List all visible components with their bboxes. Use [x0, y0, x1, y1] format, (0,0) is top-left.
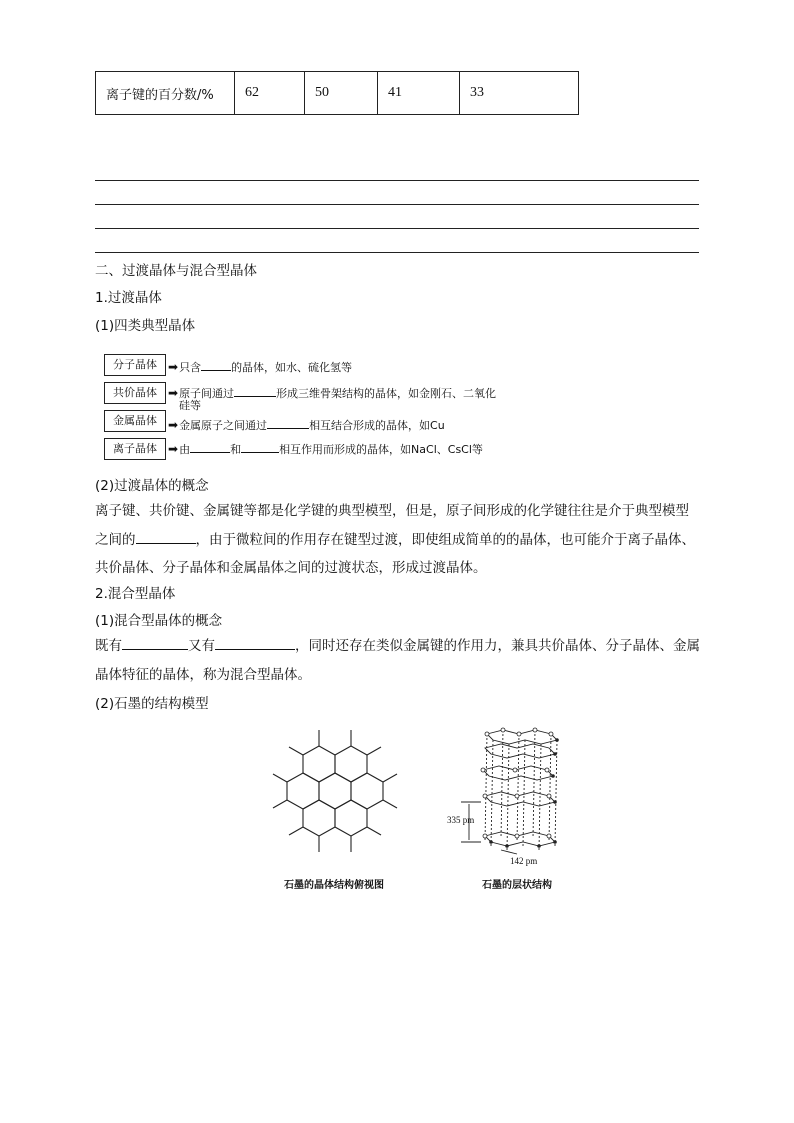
graphite-layer-diagram	[445, 726, 575, 872]
section-heading: 二、过渡晶体与混合型晶体	[95, 263, 257, 279]
graphite-layer	[483, 766, 553, 780]
crystal-type-box: 离子晶体	[104, 438, 166, 460]
fill-blank[interactable]	[201, 359, 231, 371]
paragraph: 离子键、共价键、金属键等都是化学键的典型模型，但是，原子间形成的化学键往往是介于典型模型之间的 ，由于微粒间的作用存在键型过渡，即使组成简单的的晶体，也可能介于离子晶体、共价晶体、分子晶体和金属晶体之间的过渡状态，形成过渡晶体。	[95, 503, 695, 576]
arrow-right-icon: ➡	[168, 418, 179, 432]
dimension-label-142: 142 pm	[510, 856, 538, 866]
crystal-type-box: 分子晶体	[104, 354, 166, 376]
crystal-type-desc: ➡由 和 相互作用而形成的晶体，如NaCl、CsCl等	[168, 442, 483, 456]
crystal-type-desc: ➡金属原子之间通过 相互结合形成的晶体，如Cu	[168, 418, 445, 432]
fill-blank[interactable]	[267, 417, 309, 429]
graphite-layer	[485, 792, 555, 806]
table-row-label: 离子键的百分数/%	[96, 72, 235, 115]
answer-line	[95, 252, 699, 253]
fill-blank[interactable]	[136, 529, 196, 544]
crystal-type-box: 共价晶体	[104, 382, 166, 404]
arrow-right-icon: ➡	[168, 360, 179, 374]
graphite-layer	[485, 832, 555, 846]
paragraph: 既有 又有 ，同时还存在类似金属键的作用力，兼具共价晶体、分子晶体、金属晶体特征的晶体，称为混合型晶体。	[95, 632, 701, 689]
fill-blank[interactable]	[234, 385, 276, 397]
subsection-heading: 2.混合型晶体	[95, 586, 176, 602]
arrow-right-icon: ➡	[168, 442, 179, 456]
table-cell: 62	[235, 72, 305, 115]
subsection-heading: (1)混合型晶体的概念	[95, 613, 223, 629]
subsection-heading: (2)石墨的结构模型	[95, 696, 209, 712]
arrow-right-icon: ➡	[168, 386, 179, 400]
figure-caption: 石墨的晶体结构俯视图	[284, 880, 384, 891]
fill-blank[interactable]	[215, 635, 295, 650]
crystal-type-desc: ➡原子间通过 形成三维骨架结构的晶体，如金刚石、二氧化	[168, 386, 497, 400]
crystal-type-desc-cont: 硅等	[179, 399, 201, 412]
fill-blank[interactable]	[190, 441, 230, 453]
answer-line	[95, 228, 699, 229]
table-cell: 33	[460, 72, 579, 115]
table-cell: 41	[378, 72, 460, 115]
answer-line	[95, 204, 699, 205]
crystal-type-box: 金属晶体	[104, 410, 166, 432]
graphite-top-view-diagram	[262, 726, 412, 866]
subsection-heading: 1.过渡晶体	[95, 290, 162, 306]
table-row	[96, 72, 579, 115]
figure-caption: 石墨的层状结构	[482, 880, 552, 891]
fill-blank[interactable]	[241, 441, 279, 453]
crystal-type-desc: ➡只含 的晶体，如水、硫化氢等	[168, 360, 353, 374]
dimension-label-335: 335 pm	[447, 815, 475, 825]
subsection-heading: (1)四类典型晶体	[95, 318, 196, 334]
ionic-percentage-table	[95, 71, 579, 115]
subsection-heading: (2)过渡晶体的概念	[95, 478, 209, 494]
answer-line	[95, 180, 699, 181]
table-cell: 50	[305, 72, 378, 115]
fill-blank[interactable]	[122, 635, 188, 650]
